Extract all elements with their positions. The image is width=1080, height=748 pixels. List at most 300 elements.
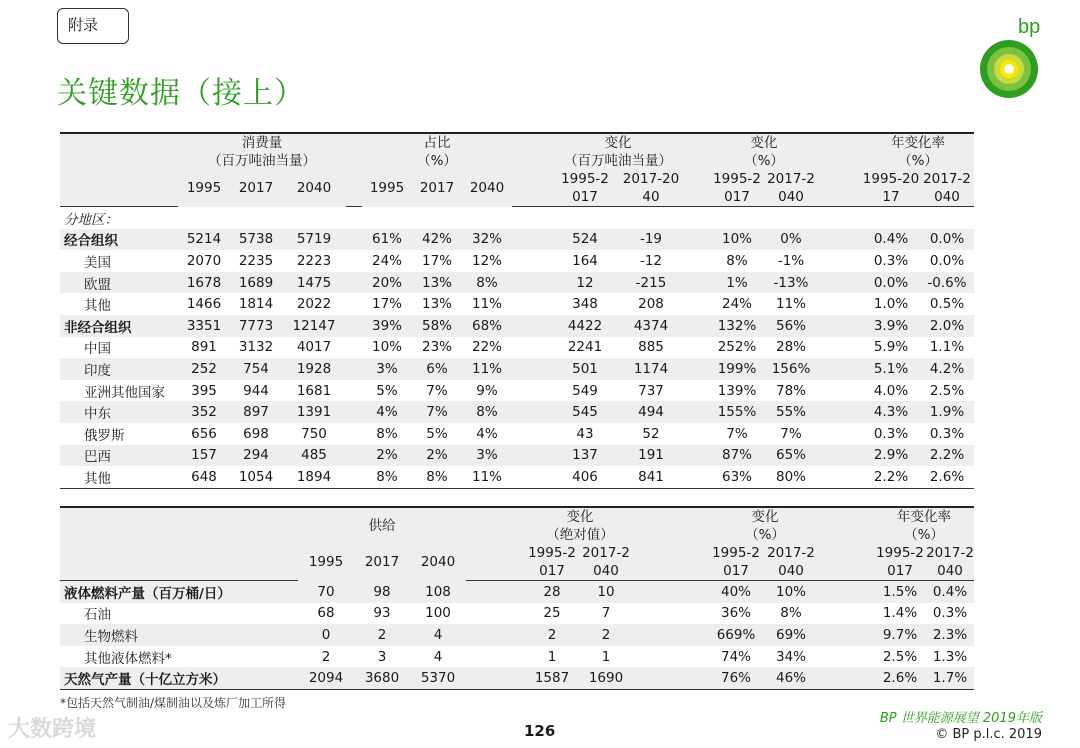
table-cell: 2.2%	[920, 445, 974, 467]
table-cell: 2%	[362, 445, 412, 467]
table-row	[60, 380, 974, 402]
table-cell: 3%	[362, 358, 412, 380]
table-cell: 0.5%	[929, 296, 965, 313]
table-cell: 2.5%	[929, 382, 965, 399]
table-cell: 11%	[775, 296, 806, 313]
table-cell: 352	[178, 401, 230, 423]
table-cell: 34%	[775, 648, 806, 665]
footnote: *包括天然气制油/煤制油以及炼厂加工所得	[60, 696, 287, 710]
table-cell: 1475	[282, 272, 346, 294]
table-cell: 2235	[238, 252, 274, 269]
table-cell: 0.0%	[862, 272, 920, 294]
table-cell: 40%	[710, 581, 762, 603]
table-cell: 0.3%	[929, 425, 965, 442]
table-cell: -13%	[764, 272, 818, 294]
group-unit-consumption: （百万吨油当量）	[178, 152, 346, 170]
row-label: 天然气产量（十亿立方米）	[60, 667, 298, 689]
table-cell: 891	[191, 339, 217, 356]
table-cell: 4.2%	[920, 358, 974, 380]
table-cell: 2	[578, 624, 634, 646]
table-cell: 485	[282, 445, 346, 467]
table-cell: 3.9%	[862, 315, 920, 337]
table-cell: 7	[601, 605, 611, 622]
spacer-cell	[466, 581, 526, 603]
column-header: 1995	[178, 170, 230, 207]
group-unit-annual-rate: （%）	[862, 152, 974, 170]
row-label: 中东	[60, 401, 178, 423]
table-cell: 669%	[710, 624, 762, 646]
column-header: 040	[578, 562, 634, 581]
table-cell: 42%	[412, 229, 462, 251]
row-label: 亚洲其他国家	[84, 384, 165, 401]
table-row	[60, 293, 974, 315]
table-cell: 1690	[578, 667, 634, 689]
copyright: © BP p.l.c. 2019	[935, 727, 1042, 742]
table-cell: 2022	[296, 296, 332, 313]
table-cell: 750	[301, 425, 327, 442]
spacer-cell	[818, 293, 862, 315]
table-cell: 5370	[410, 667, 466, 689]
column-header: 017	[710, 188, 764, 207]
table-cell: 252	[178, 358, 230, 380]
table-cell: 8%	[726, 252, 748, 269]
row-label: 非经合组织	[60, 315, 178, 337]
table-cell: 58%	[412, 315, 462, 337]
column-header: 017	[710, 562, 762, 581]
column-header: 40	[618, 188, 684, 207]
table-cell: 3351	[178, 315, 230, 337]
table-cell: 10%	[710, 229, 764, 251]
spacer-cell	[346, 401, 362, 423]
table-cell: 4	[410, 624, 466, 646]
table-cell: 754	[230, 358, 282, 380]
spacer-cell	[684, 358, 710, 380]
spacer-cell	[634, 603, 710, 625]
table-cell: 156%	[764, 358, 818, 380]
table-cell: 17%	[371, 296, 402, 313]
table-cell: 87%	[710, 445, 764, 467]
table-cell: 6%	[412, 358, 462, 380]
table-cell: 1.7%	[926, 667, 974, 689]
table-cell: 0.0%	[920, 229, 974, 251]
table-cell: 1	[601, 648, 611, 665]
spacer-cell	[684, 445, 710, 467]
column-header: 1995-2	[874, 544, 926, 562]
bp-logo	[978, 16, 1048, 102]
table-cell: 5214	[178, 229, 230, 251]
spacer-cell	[818, 337, 862, 359]
table-cell: 524	[552, 229, 618, 251]
table-row	[60, 250, 974, 272]
spacer-cell	[818, 423, 862, 445]
appendix-tag: 附录	[57, 8, 129, 44]
table-cell: 348	[572, 296, 598, 313]
table-cell: 3680	[354, 667, 410, 689]
spacer-cell	[512, 445, 552, 467]
group-unit-annual-rate: （%）	[874, 526, 974, 544]
table-cell: 2	[526, 624, 578, 646]
spacer-cell	[818, 315, 862, 337]
spacer-cell	[512, 250, 552, 272]
table-cell: 0.3%	[873, 425, 909, 442]
table-cell: 164	[572, 252, 598, 269]
column-header: 1995	[298, 544, 354, 581]
table-cell: 132%	[710, 315, 764, 337]
table-cell: 944	[243, 382, 269, 399]
table-cell: 1.1%	[929, 339, 965, 356]
table-cell: 8%	[780, 605, 802, 622]
table-cell: 1.9%	[920, 401, 974, 423]
table-cell: -1%	[777, 252, 805, 269]
table-cell: 294	[230, 445, 282, 467]
spacer-cell	[684, 315, 710, 337]
spacer-cell	[346, 293, 362, 315]
table-cell: 7%	[780, 425, 802, 442]
table-cell: 0.3%	[932, 605, 968, 622]
column-header: 017	[552, 188, 618, 207]
table-cell: 28	[526, 581, 578, 603]
table-cell: 1174	[618, 358, 684, 380]
table-cell: 885	[638, 339, 664, 356]
table-cell: 501	[552, 358, 618, 380]
row-label: 经合组织	[60, 229, 178, 251]
table-cell: 9.7%	[874, 624, 926, 646]
column-header: 1995-20	[862, 171, 920, 187]
column-header: 2017-2	[926, 545, 974, 561]
row-label: 其他	[60, 466, 178, 488]
row-label: 印度	[60, 358, 178, 380]
table-cell: 2.2%	[862, 466, 920, 488]
table-cell: 0.4%	[862, 229, 920, 251]
table-cell: 76%	[710, 667, 762, 689]
table-cell: 4	[433, 648, 443, 665]
spacer-cell	[346, 445, 362, 467]
table-cell: 1.4%	[882, 605, 918, 622]
spacer-cell	[634, 624, 710, 646]
spacer-cell	[818, 380, 862, 402]
group-unit-change-abs: （百万吨油当量）	[552, 152, 684, 170]
table-cell: 11%	[462, 358, 512, 380]
row-label: 其他液体燃料*	[84, 650, 172, 667]
table-row	[60, 646, 974, 668]
group-header-annual-rate: 年变化率	[862, 133, 974, 152]
table-cell: 0	[298, 624, 354, 646]
group-header-change-abs: 变化	[552, 133, 684, 152]
table-cell: 7%	[726, 425, 748, 442]
spacer-cell	[818, 445, 862, 467]
spacer-cell	[512, 401, 552, 423]
table-cell: 0%	[764, 229, 818, 251]
table-cell: 5.9%	[873, 339, 909, 356]
table-cell: 69%	[762, 624, 820, 646]
column-header: 1995-2	[552, 170, 618, 188]
table-cell: 74%	[720, 648, 751, 665]
group-unit-change-pct: （%）	[710, 526, 820, 544]
table-cell: 1391	[282, 401, 346, 423]
row-label: 巴西	[60, 445, 178, 467]
table-cell: 2.0%	[920, 315, 974, 337]
table-cell: 20%	[362, 272, 412, 294]
spacer-cell	[684, 337, 710, 359]
page-number: 126	[524, 722, 556, 740]
column-header: 17	[862, 188, 920, 207]
watermark: 大数跨境	[8, 717, 97, 742]
table-row	[60, 315, 974, 337]
column-header: 2017-2	[762, 544, 820, 562]
table-cell: 841	[618, 466, 684, 488]
table-cell: 5738	[230, 229, 282, 251]
row-label: 中国	[84, 341, 111, 358]
table-cell: 39%	[362, 315, 412, 337]
spacer-cell	[512, 229, 552, 251]
spacer-cell	[818, 401, 862, 423]
table-cell: 23%	[421, 339, 452, 356]
table-cell: 2094	[298, 667, 354, 689]
table-cell: 11%	[462, 466, 512, 488]
spacer-cell	[820, 667, 874, 689]
spacer-cell	[346, 423, 362, 445]
table-cell: 1.0%	[873, 296, 909, 313]
helios-icon	[978, 38, 1040, 100]
table-cell: 897	[230, 401, 282, 423]
table-cell: 737	[638, 382, 664, 399]
table-cell: 12%	[471, 252, 502, 269]
table-cell: 36%	[720, 605, 751, 622]
table-cell: 2.6%	[874, 667, 926, 689]
table-cell: 7%	[426, 382, 448, 399]
table-cell: 2.3%	[926, 624, 974, 646]
spacer-cell	[346, 272, 362, 294]
column-header: 2040	[282, 170, 346, 207]
column-header: 040	[762, 562, 820, 581]
table-cell: 406	[552, 466, 618, 488]
group-unit-share: （%）	[362, 152, 512, 170]
spacer-cell	[512, 337, 552, 359]
table-cell: 4374	[618, 315, 684, 337]
table-cell: 395	[191, 382, 217, 399]
spacer-cell	[512, 423, 552, 445]
table-cell: 100	[425, 605, 451, 622]
spacer-cell	[512, 293, 552, 315]
table-row	[60, 466, 974, 488]
column-header: 2017	[354, 544, 410, 581]
group-header-share: 占比	[362, 133, 512, 152]
table-cell: 2223	[296, 252, 332, 269]
table-cell: 12147	[282, 315, 346, 337]
table-row	[60, 423, 974, 445]
table-cell: 2%	[412, 445, 462, 467]
table-cell: 25	[543, 605, 561, 622]
spacer-cell	[684, 380, 710, 402]
spacer-cell	[820, 646, 874, 668]
spacer-cell	[684, 466, 710, 488]
table-row	[60, 581, 974, 603]
table-cell: 1894	[282, 466, 346, 488]
table-cell: -19	[618, 229, 684, 251]
row-label: 生物燃料	[60, 624, 298, 646]
table-cell: 157	[178, 445, 230, 467]
table-cell: 4.0%	[873, 382, 909, 399]
spacer-cell	[684, 401, 710, 423]
table-cell: 9%	[476, 382, 498, 399]
table-cell: 494	[618, 401, 684, 423]
spacer-cell	[684, 272, 710, 294]
table-cell: 8%	[462, 272, 512, 294]
table-cell: 46%	[762, 667, 820, 689]
table-cell: -215	[618, 272, 684, 294]
spacer-cell	[818, 272, 862, 294]
table-cell: 4%	[476, 425, 498, 442]
spacer-cell	[634, 646, 710, 668]
table-cell: 139%	[717, 382, 757, 399]
table-cell: 4017	[296, 339, 332, 356]
table-cell: 155%	[710, 401, 764, 423]
table-cell: 1%	[710, 272, 764, 294]
table-cell: 1587	[526, 667, 578, 689]
table-cell: 11%	[471, 296, 502, 313]
table-cell: 61%	[362, 229, 412, 251]
table-cell: 549	[572, 382, 598, 399]
table-cell: -12	[639, 252, 663, 269]
table-row	[60, 358, 974, 380]
table-row	[60, 272, 974, 294]
table-cell: 13%	[421, 296, 452, 313]
table-cell: 78%	[775, 382, 806, 399]
table-cell: 10%	[371, 339, 402, 356]
table-cell: 1814	[238, 296, 274, 313]
column-header: 1995	[362, 170, 412, 207]
row-label: 其他	[84, 298, 111, 315]
spacer-cell	[684, 250, 710, 272]
table-cell: 1689	[230, 272, 282, 294]
spacer-cell	[512, 272, 552, 294]
table-cell: 52	[642, 425, 660, 442]
table-cell: 12	[552, 272, 618, 294]
table-cell: 3132	[238, 339, 274, 356]
table-cell: 5.1%	[862, 358, 920, 380]
table-cell: 1.3%	[932, 648, 968, 665]
row-label: 石油	[84, 607, 111, 624]
table-cell: 55%	[764, 401, 818, 423]
table-cell: -0.6%	[920, 272, 974, 294]
column-header: 017	[874, 562, 926, 581]
spacer-cell	[820, 603, 874, 625]
table-cell: 65%	[764, 445, 818, 467]
table-cell: 68%	[462, 315, 512, 337]
spacer-cell	[466, 667, 526, 689]
table-cell: 56%	[764, 315, 818, 337]
spacer-cell	[684, 229, 710, 251]
spacer-cell	[512, 466, 552, 488]
table-cell: 252%	[717, 339, 757, 356]
spacer-cell	[346, 337, 362, 359]
spacer-cell	[820, 624, 874, 646]
spacer-cell	[346, 315, 362, 337]
row-label: 美国	[84, 254, 111, 271]
table-row	[60, 667, 974, 689]
table-cell: 24%	[371, 252, 402, 269]
spacer-cell	[634, 667, 710, 689]
group-header-change-abs: 变化	[526, 507, 634, 526]
column-header: 040	[920, 188, 974, 207]
table-cell: 1054	[230, 466, 282, 488]
table-cell: 1681	[296, 382, 332, 399]
table-row	[60, 229, 974, 251]
column-header: 2017-20	[618, 170, 684, 188]
spacer-cell	[818, 358, 862, 380]
spacer-cell	[466, 603, 526, 625]
table-row	[60, 603, 974, 625]
table-cell: 0.3%	[873, 252, 909, 269]
table-cell: 0.4%	[926, 581, 974, 603]
column-header: 2040	[410, 544, 466, 581]
section-label: 分地区：	[64, 211, 118, 228]
table-cell: 0.0%	[929, 252, 965, 269]
spacer-cell	[818, 466, 862, 488]
table-row	[60, 401, 974, 423]
table-cell: 2	[321, 648, 331, 665]
table-cell: 656	[191, 425, 217, 442]
column-header: 2017	[412, 170, 462, 207]
spacer-cell	[684, 293, 710, 315]
table-cell: 8%	[462, 401, 512, 423]
table-cell: 4422	[552, 315, 618, 337]
table-row	[60, 624, 974, 646]
table-cell: 93	[373, 605, 391, 622]
table-cell: 68	[317, 605, 335, 622]
column-header: 2017-2	[920, 170, 974, 188]
table-cell: 5%	[426, 425, 448, 442]
logo-text: bp	[1018, 16, 1041, 38]
table-cell: 7%	[412, 401, 462, 423]
row-label: 欧盟	[60, 272, 178, 294]
group-header-change-pct: 变化	[710, 133, 818, 152]
table-cell: 7773	[230, 315, 282, 337]
table-cell: 5%	[376, 382, 398, 399]
spacer-cell	[512, 358, 552, 380]
column-header: 2017-2	[764, 170, 818, 188]
spacer-cell	[818, 229, 862, 251]
group-unit-change-abs: （绝对值）	[526, 526, 634, 544]
table-cell: 1.5%	[874, 581, 926, 603]
table-cell: 545	[552, 401, 618, 423]
table-cell: 43	[576, 425, 594, 442]
spacer-cell	[466, 646, 526, 668]
consumption-table	[60, 132, 974, 489]
spacer-cell	[466, 624, 526, 646]
page-title: 关键数据（接上）	[57, 76, 305, 111]
table-cell: 648	[178, 466, 230, 488]
spacer-cell	[634, 581, 710, 603]
table-cell: 2.5%	[882, 648, 918, 665]
table-cell: 8%	[376, 425, 398, 442]
table-cell: 28%	[775, 339, 806, 356]
table-row	[60, 445, 974, 467]
table-cell: 32%	[462, 229, 512, 251]
table-cell: 5719	[282, 229, 346, 251]
table-cell: 2241	[567, 339, 603, 356]
column-header: 2017	[230, 170, 282, 207]
column-header: 1995-2	[526, 544, 578, 562]
table-cell: 70	[298, 581, 354, 603]
column-header: 040	[764, 188, 818, 207]
column-header: 1995-2	[710, 544, 762, 562]
table-cell: 13%	[412, 272, 462, 294]
table-cell: 98	[354, 581, 410, 603]
table-cell: 1678	[178, 272, 230, 294]
spacer-cell	[820, 581, 874, 603]
group-unit-change-pct: （%）	[710, 152, 818, 170]
